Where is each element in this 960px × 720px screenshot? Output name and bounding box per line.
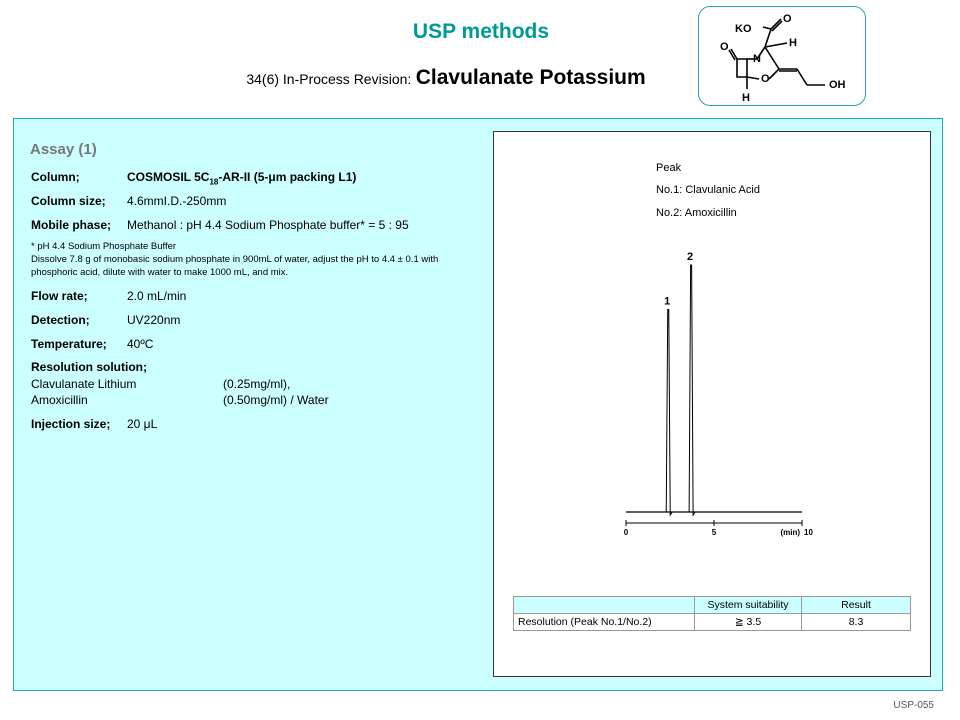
subtitle-compound: Clavulanate Potassium <box>415 66 646 89</box>
peak-legend-item-2: No.2: Amoxicillin <box>656 207 737 219</box>
subtitle-prefix: 34(6) In-Process Revision: <box>246 71 412 87</box>
chemical-structure <box>698 6 866 106</box>
structure-label-h1: H <box>789 37 797 49</box>
structure-label-oh: OH <box>829 79 846 91</box>
structure-label-n: N <box>753 53 761 65</box>
resolution-item-name: Clavulanate Lithium <box>31 377 137 391</box>
peak-legend-item-1: No.1: Clavulanic Acid <box>656 184 760 196</box>
detection-label: Detection; <box>31 313 90 327</box>
injection-value: 20 μL <box>127 417 158 431</box>
resolution-item-conc: (0.25mg/ml), <box>223 377 291 391</box>
resolution-solution-label: Resolution solution; <box>31 360 147 374</box>
temperature-value: 40ºC <box>127 337 154 351</box>
resolution-item <box>31 393 329 407</box>
page-title: USP methods <box>412 20 550 43</box>
chromatogram-trace <box>626 265 802 515</box>
x-tick-label: 10 <box>804 528 813 537</box>
column-value-a: COSMOSIL 5C <box>127 170 210 184</box>
structure-label-h2: H <box>742 92 750 104</box>
suitability-requirement: ≧ 3.5 <box>695 614 802 631</box>
structure-label-o1: O <box>783 13 792 25</box>
suitability-header-blank <box>514 597 695 614</box>
chromatogram <box>600 250 830 550</box>
flow-rate-value: 2.0 mL/min <box>127 289 187 303</box>
mobile-phase-value: Methanol : pH 4.4 Sodium Phosphate buffer* = 5 : 95 <box>127 218 409 232</box>
suitability-header-row <box>514 597 911 614</box>
buffer-note <box>31 240 471 279</box>
suitability-parameter: Resolution (Peak No.1/No.2) <box>514 614 695 631</box>
injection-label: Injection size; <box>31 417 111 431</box>
structure-label-ko: KO <box>735 23 752 35</box>
flow-rate-label: Flow rate; <box>31 289 88 303</box>
structure-label-o3: O <box>761 73 770 85</box>
buffer-note-body: Dissolve 7.8 g of monobasic sodium phosphate in 900mL of water, adjust the pH to 4.4 ± 0.1 with phosphoric acid, dilute with water to make 1000 mL, and mix. <box>31 254 439 278</box>
column-label: Column; <box>31 170 80 184</box>
x-tick-label: 0 <box>623 528 629 537</box>
buffer-note-title: * pH 4.4 Sodium Phosphate Buffer <box>31 241 177 252</box>
assay-title: Assay (1) <box>30 141 97 158</box>
x-axis-label: (min) <box>780 528 800 537</box>
resolution-item-name: Amoxicillin <box>31 393 88 407</box>
suitability-result: 8.3 <box>802 614 911 631</box>
column-value-sub: 18 <box>209 177 219 187</box>
column-size-value: 4.6mmI.D.-250mm <box>127 194 227 208</box>
column-size-label: Column size; <box>31 194 106 208</box>
table-row <box>514 614 911 631</box>
resolution-item <box>31 377 291 391</box>
column-value-b: -AR-II (5-μm packing L1) <box>218 170 357 184</box>
peak-legend-title: Peak <box>656 162 682 174</box>
mobile-phase-label: Mobile phase; <box>31 218 112 232</box>
resolution-item-conc: (0.50mg/ml) / Water <box>223 393 329 407</box>
column-value <box>127 170 356 186</box>
structure-label-o2: O <box>720 41 729 53</box>
peak-label: 2 <box>687 251 694 263</box>
suitability-header-result: Result <box>802 597 911 614</box>
x-tick-label: 5 <box>711 528 717 537</box>
suitability-header-requirement: System suitability <box>695 597 802 614</box>
peak-label: 1 <box>664 295 671 308</box>
temperature-label: Temperature; <box>31 337 107 351</box>
document-code: USP-055 <box>893 700 934 711</box>
suitability-table <box>513 596 911 631</box>
detection-value: UV220nm <box>127 313 181 327</box>
